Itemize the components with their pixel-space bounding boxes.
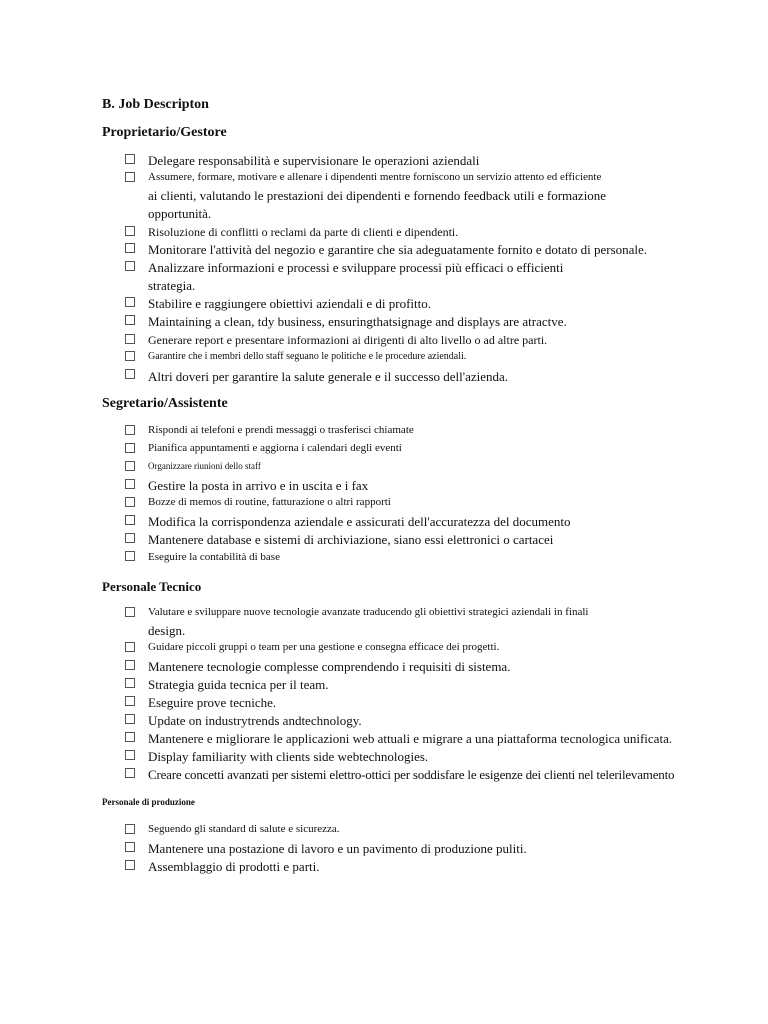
list-item: Rispondi ai telefoni e prendi messaggi o trasferisci chiamate [148,424,414,436]
list-item: Seguendo gli standard di salute e sicurezza. [148,823,340,835]
bullet-icon [125,696,135,706]
bullet-icon [125,297,135,307]
list-item: Mantenere e migliorare le applicazioni web attuali e migrare a una piattaforma tecnologica unificata. [148,731,673,746]
bullet-icon [125,642,135,652]
bullet-icon [125,243,135,253]
list-item: Stabilire e raggiungere obiettivi aziendali e di profitto. [148,296,432,311]
list-item: Eseguire la contabilità di base [148,551,280,563]
list-item: Gestire la posta in arrivo e in uscita e i fax [148,478,369,493]
bullet-icon [125,334,135,344]
list-item: Display familiarity with clients side webtechnologies. [148,749,429,764]
bullet-icon [125,732,135,742]
list-item: Update on industrytrends andtechnology. [148,713,362,728]
bullet-icon [125,750,135,760]
bullet-icon [125,714,135,724]
bullet-icon [125,172,135,182]
list-item: Risoluzione di conflitti o reclami da parte di clienti e dipendenti. [148,225,459,239]
bullet-icon [125,515,135,525]
list-item: Garantire che i membri dello staff seguano le politiche e le procedure aziendali. [148,351,467,362]
list-item: Maintaining a clean, tdy business, ensuringthatsignage and displays are atractve. [148,314,567,329]
list-item: Eseguire prove tecniche. [148,695,277,710]
bullet-icon [125,261,135,271]
list-item: Analizzare informazioni e processi e sviluppare processi più efficaci o efficienti [148,260,564,275]
bullet-icon [125,660,135,670]
section-heading-tecnico: Personale Tecnico [102,579,202,594]
bullet-icon [125,860,135,870]
section-heading-proprietario: Proprietario/Gestore [102,125,227,140]
document-title: B. Job Descripton [102,97,209,112]
list-item: Mantenere una postazione di lavoro e un pavimento di produzione puliti. [148,841,527,856]
bullet-icon [125,461,135,471]
section-heading-segretario: Segretario/Assistente [102,396,228,411]
list-item: Assumere, formare, motivare e allenare i dipendenti mentre forniscono un servizio attento ed efficiente [148,171,602,183]
bullet-icon [125,824,135,834]
bullet-icon [125,497,135,507]
bullet-icon [125,551,135,561]
bullet-icon [125,351,135,361]
list-item: Bozze di memos di routine, fatturazione o altri rapporti [148,496,391,508]
bullet-icon [125,154,135,164]
list-item-continuation: ai clienti, valutando le prestazioni dei dipendenti e fornendo feedback utili e formazione [148,188,607,203]
bullet-icon [125,607,135,617]
list-item: Delegare responsabilità e supervisionare le operazioni aziendali [148,153,480,168]
bullet-icon [125,369,135,379]
list-item: Mantenere tecnologie complesse comprendendo i requisiti di sistema. [148,659,511,674]
bullet-icon [125,443,135,453]
list-item: Strategia guida tecnica per il team. [148,677,329,692]
list-item-continuation: opportunità. [148,206,212,221]
list-item: Organizzare riunioni dello staff [148,461,261,471]
list-item: Valutare e sviluppare nuove tecnologie avanzate traducendo gli obiettivi strategici aziendali in finali [148,606,589,618]
section-heading-produzione: Personale di produzione [102,797,195,807]
list-item-continuation: strategia. [148,278,196,293]
bullet-icon [125,678,135,688]
bullet-icon [125,842,135,852]
list-item: Creare concetti avanzati per sistemi elettro-ottici per soddisfare le esigenze dei clienti nel telerilevamento [148,767,675,782]
list-item: Pianifica appuntamenti e aggiorna i calendari degli eventi [148,442,402,454]
list-item: Monitorare l'attività del negozio e garantire che sia adeguatamente fornito e dotato di personale. [148,242,648,257]
bullet-icon [125,479,135,489]
list-item: Altri doveri per garantire la salute generale e il successo dell'azienda. [148,369,509,384]
bullet-icon [125,533,135,543]
list-item: Assemblaggio di prodotti e parti. [148,859,320,874]
list-item: Guidare piccoli gruppi o team per una gestione e consegna efficace dei progetti. [148,641,500,653]
bullet-icon [125,226,135,236]
bullet-icon [125,768,135,778]
list-item-continuation: design. [148,623,186,638]
list-item: Modifica la corrispondenza aziendale e assicurati dell'accuratezza del documento [148,514,571,529]
list-item: Mantenere database e sistemi di archiviazione, siano essi elettronici o cartacei [148,532,554,547]
list-item: Generare report e presentare informazioni ai dirigenti di alto livello o ad altre parti. [148,333,548,347]
bullet-icon [125,315,135,325]
bullet-icon [125,425,135,435]
